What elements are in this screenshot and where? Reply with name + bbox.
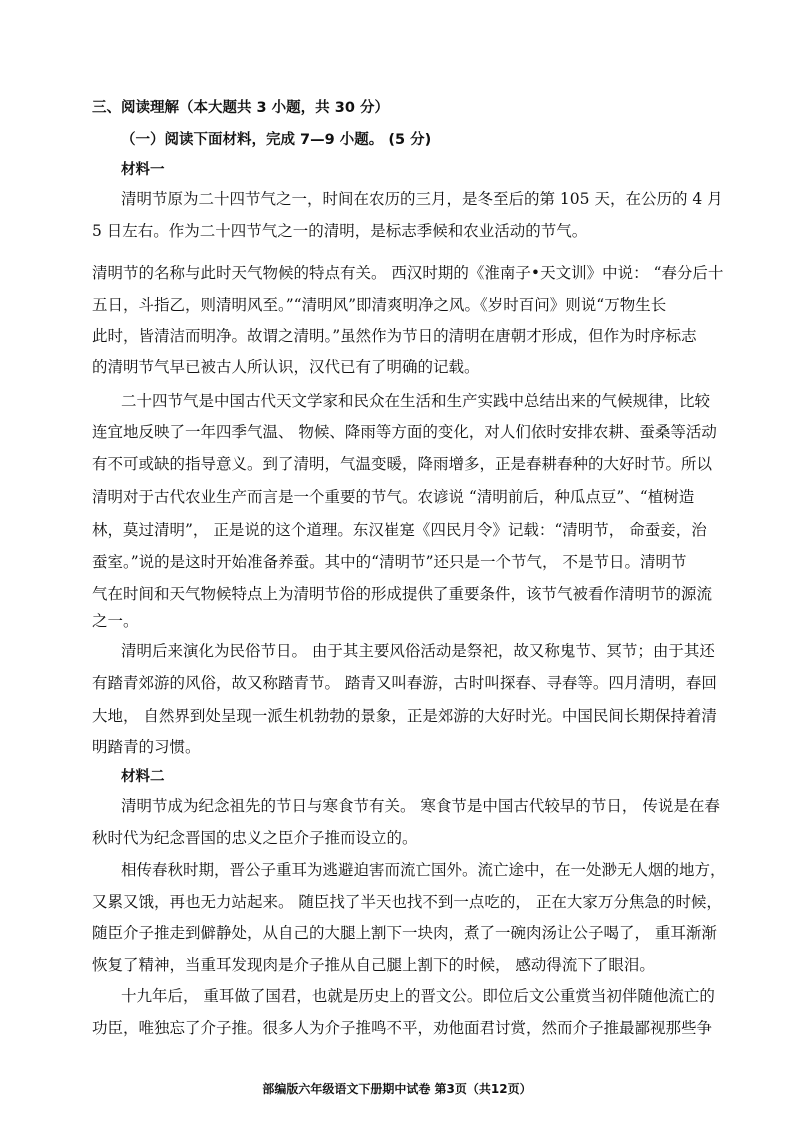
paragraph-line: 秋时代为纪念晋国的忠义之臣介子推而设立的。: [92, 829, 418, 847]
paragraph-line: 气在时间和天气物候特点上为清明节俗的形成提供了重要条件，该节气被看作清明节的源流: [92, 585, 713, 603]
paragraph-line: 功臣，唯独忘了介子推。很多人为介子推鸣不平，劝他面君讨赏，然而介子推最鄙视那些争: [92, 1019, 713, 1037]
paragraph-line: 连宜地反映了一年四季气温、 物候、降雨等方面的变化，对人们依时安排农耕、蚕桑等活动: [92, 423, 717, 441]
paragraph-line: 清明后来演化为民俗节日。 由于其主要风俗活动是祭祀，故又称鬼节、冥节；由于其还: [121, 642, 715, 660]
paragraph-line: 清明节成为纪念祖先的节日与寒食节有关。 寒食节是中国古代较早的节日， 传说是在春: [121, 797, 720, 815]
paragraph-line: 相传春秋时期，晋公子重耳为逃避迫害而流亡国外。流亡途中，在一处渺无人烟的地方，: [121, 861, 726, 879]
section-heading: 三、阅读理解（本大题共 3 小题，共 30 分）: [92, 100, 389, 116]
paragraph-line: 恢复了精神，当重耳发现肉是介子推从自己腿上割下的时候， 感动得流下了眼泪。: [92, 956, 655, 974]
paragraph-line: 5 日左右。作为二十四节气之一的清明，是标志季候和农业活动的节气。: [92, 222, 588, 240]
paragraph-line: 此时，皆清洁而明净。故谓之清明。”虽然作为节日的清明在唐朝才形成，但作为时序标志: [92, 327, 697, 345]
paragraph-line: 明踏青的习惯。: [92, 738, 201, 756]
subsection-heading: （一）阅读下面材料，完成 7—9 小题。 (5 分): [121, 132, 432, 148]
paragraph-line: 的清明节气早已被古人所认识，汉代已有了明确的记载。: [92, 358, 480, 376]
paragraph-line: 之一。: [92, 612, 139, 630]
paragraph-line: 五日，斗指乙，则清明风至。”“清明风”即清爽明净之风。《岁时百问》则说“万物生长: [92, 296, 667, 314]
paragraph-line: 随臣介子推走到僻静处，从自己的大腿上割下一块肉，煮了一碗肉汤让公子喝了， 重耳渐渐: [92, 924, 717, 942]
paragraph-line: 有踏青郊游的风俗，故又称踏青节。 踏青又叫春游，古时叫探春、寻春等。四月清明，春回: [92, 674, 717, 692]
material-2-title: 材料二: [121, 769, 165, 785]
paragraph-line: 清明节原为二十四节气之一，时间在农历的三月，是冬至后的第 105 天，在公历的 4 月: [121, 190, 723, 208]
paragraph-line: 蚕室。”说的是这时开始准备养蚕。其中的“清明节”还只是一个节气， 不是节日。清明节: [92, 553, 687, 571]
paragraph-line: 十九年后， 重耳做了国君，也就是历史上的晋文公。即位后文公重赏当初伴随他流亡的: [121, 987, 715, 1005]
paragraph-line: 清明节的名称与此时天气物候的特点有关。 西汉时期的《淮南子•天文训》中说： “春分后十: [92, 264, 724, 282]
paragraph-line: 大地， 自然界到处呈现一派生机勃勃的景象，正是郊游的大好时光。中国民间长期保持着清: [92, 707, 717, 725]
paragraph-line: 林，莫过清明”， 正是说的这个道理。东汉崔寔《四民月令》记载：“清明节， 命蚕妾，治: [92, 521, 707, 539]
page-footer: 部编版六年级语文下册期中试卷 第3页（共12页）: [262, 1082, 532, 1096]
paragraph-line: 清明对于古代农业生产而言是一个重要的节气。农谚说 “清明前后，种瓜点豆”、“植树造: [92, 488, 695, 506]
material-1-title: 材料一: [121, 162, 165, 178]
paragraph-line: 有不可或缺的指导意义。到了清明，气温变暖，降雨增多，正是春耕春种的大好时节。所以: [92, 455, 713, 473]
paragraph-line: 又累又饿，再也无力站起来。 随臣找了半天也找不到一点吃的， 正在大家万分焦急的时候，: [92, 893, 722, 911]
paragraph-line: 二十四节气是中国古代天文学家和民众在生活和生产实践中总结出来的气候规律，比较: [121, 392, 711, 410]
